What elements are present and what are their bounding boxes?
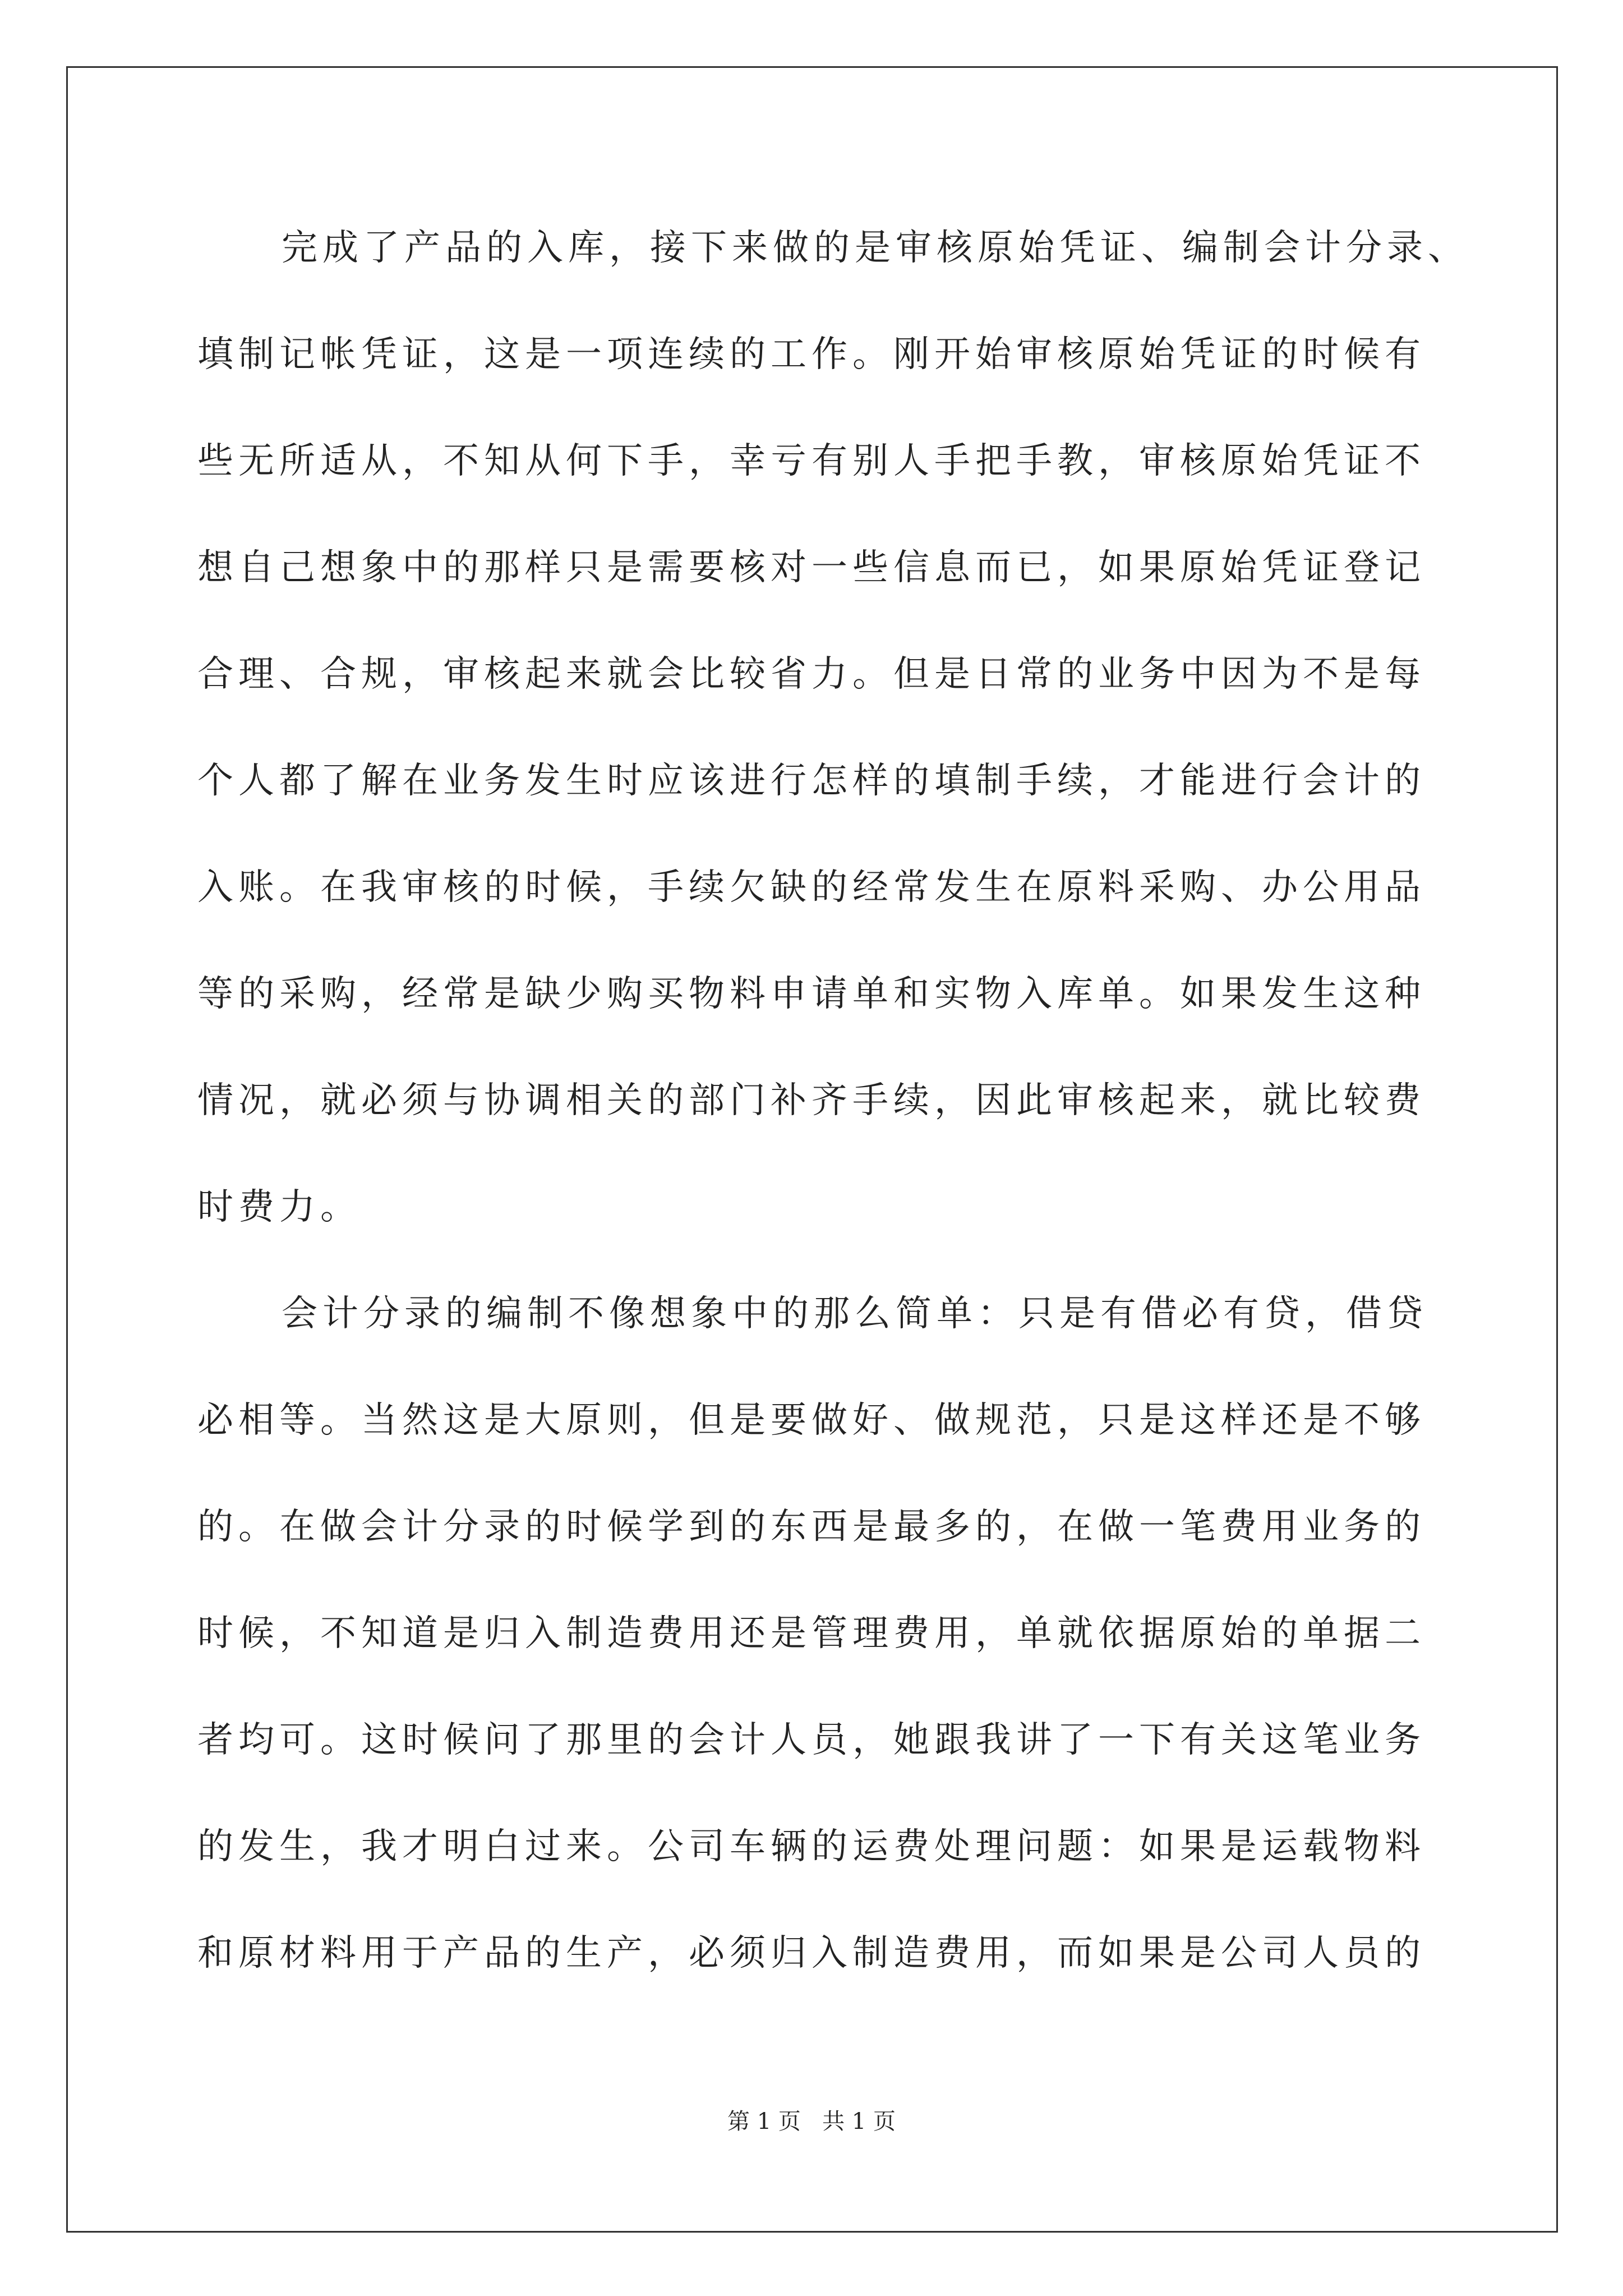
paragraph-2-line-5: 者均可。这时候问了那里的会计人员，她跟我讲了一下有关这笔业务	[197, 1719, 1426, 1761]
paragraph-2-line-1: 会计分录的编制不像想象中的那么简单：只是有借必有贷，借贷	[282, 1293, 1428, 1335]
paragraph-2-line-6: 的发生，我才明白过来。公司车辆的运费处理问题：如果是运载物料	[197, 1826, 1426, 1867]
paragraph-1-line-10: 时费力。	[197, 1186, 361, 1228]
paragraph-1-line-5: 合理、合规，审核起来就会比较省力。但是日常的业务中因为不是每	[197, 654, 1426, 695]
paragraph-1-line-1: 完成了产品的入库，接下来做的是审核原始凭证、编制会计分录、	[282, 227, 1469, 269]
paragraph-1-line-2: 填制记帐凭证，这是一项连续的工作。刚开始审核原始凭证的时候有	[197, 334, 1426, 375]
paragraph-1-line-4: 想自己想象中的那样只是需要核对一些信息而已，如果原始凭证登记	[197, 547, 1426, 588]
paragraph-1-line-9: 情况，就必须与协调相关的部门补齐手续，因此审核起来，就比较费	[197, 1080, 1426, 1121]
paragraph-1-line-6: 个人都了解在业务发生时应该进行怎样的填制手续，才能进行会计的	[197, 760, 1426, 802]
paragraph-1-line-8: 等的采购，经常是缺少购买物料申请单和实物入库单。如果发生这种	[197, 973, 1426, 1015]
paragraph-1-line-3: 些无所适从，不知从何下手，幸亏有别人手把手教，审核原始凭证不	[197, 440, 1426, 482]
paragraph-2-line-3: 的。在做会计分录的时候学到的东西是最多的，在做一笔费用业务的	[197, 1506, 1426, 1548]
paragraph-2-line-7: 和原材料用于产品的生产，必须归入制造费用，而如果是公司人员的	[197, 1932, 1426, 1974]
footer-spacer	[801, 2109, 822, 2134]
page-total: 共 1 页	[822, 2109, 896, 2134]
page-number: 第 1 页	[727, 2109, 801, 2134]
page-footer	[0, 2106, 1623, 2137]
paragraph-2-line-2: 必相等。当然这是大原则，但是要做好、做规范，只是这样还是不够	[197, 1400, 1426, 1441]
paragraph-2-line-4: 时候，不知道是归入制造费用还是管理费用，单就依据原始的单据二	[197, 1613, 1426, 1654]
paragraph-1-line-7: 入账。在我审核的时候，手续欠缺的经常发生在原料采购、办公用品	[197, 867, 1426, 908]
page-border	[66, 66, 1558, 2233]
